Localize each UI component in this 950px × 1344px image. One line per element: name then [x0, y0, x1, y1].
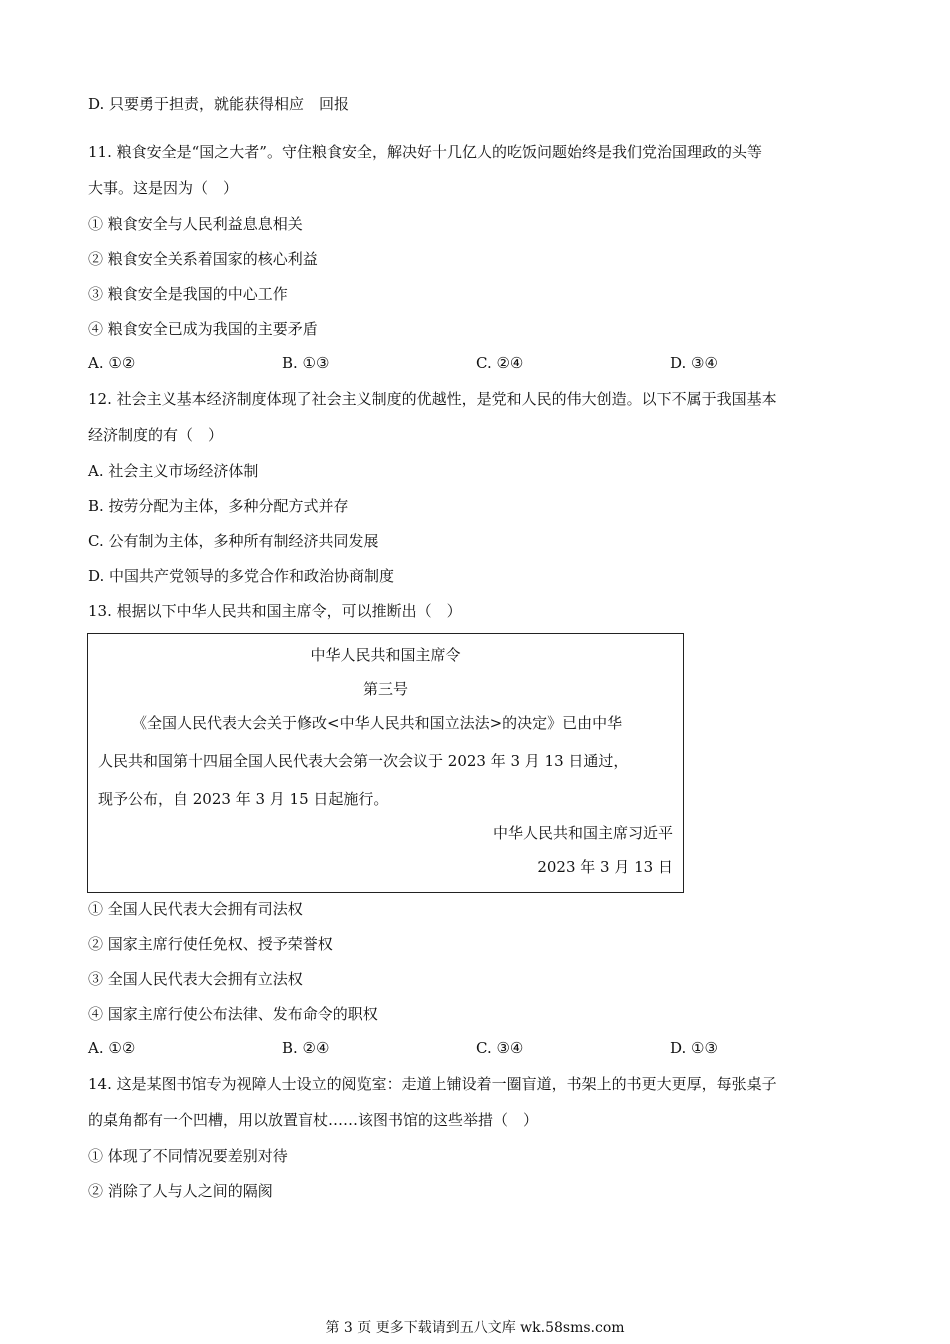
option-d: D. ③④	[670, 354, 718, 372]
question-13-item-2: ② 国家主席行使任免权、授予荣誉权	[88, 935, 333, 953]
decree-body-line-1: 《全国人民代表大会关于修改<中华人民共和国立法法>的决定》已由中华	[132, 714, 623, 732]
decree-title: 中华人民共和国主席令	[310, 646, 461, 664]
question-14-stem-cont: 的桌角都有一个凹槽，用以放置盲杖……该图书馆的这些举措（ ）	[88, 1111, 539, 1129]
decree-body-line-3: 现予公布，自 2023 年 3 月 15 日起施行。	[98, 790, 389, 808]
question-14-stem: 14. 这是某图书馆专为视障人士设立的阅览室：走道上铺设着一圈盲道，书架上的书更大更厚，每张桌子	[88, 1075, 777, 1093]
question-13-item-1: ① 全国人民代表大会拥有司法权	[88, 900, 303, 918]
presidential-decree-box	[87, 633, 684, 893]
question-11-item-4: ④ 粮食安全已成为我国的主要矛盾	[88, 320, 318, 338]
option-a: A. ①②	[88, 1039, 136, 1057]
question-10-option-d: D. 只要勇于担责，就能获得相应 回报	[88, 95, 350, 113]
question-12-stem: 12. 社会主义基本经济制度体现了社会主义制度的优越性，是党和人民的伟大创造。以下不属于我国基本	[88, 390, 777, 408]
question-12-option-c: C. 公有制为主体，多种所有制经济共同发展	[88, 532, 379, 550]
decree-number: 第三号	[362, 680, 408, 698]
question-11-item-3: ③ 粮食安全是我国的中心工作	[88, 285, 288, 303]
question-11-item-1: ① 粮食安全与人民利益息息相关	[88, 215, 303, 233]
question-14-item-2: ② 消除了人与人之间的隔阂	[88, 1182, 273, 1200]
option-c: C. ②④	[476, 354, 524, 372]
question-12-option-d: D. 中国共产党领导的多党合作和政治协商制度	[88, 567, 395, 585]
page-footer: 第 3 页 更多下载请到五八文库 wk.58sms.com	[325, 1320, 625, 1336]
question-11-stem: 11. 粮食安全是“国之大者”。守住粮食安全，解决好十几亿人的吃饭问题始终是我们党治国理政的头等	[88, 143, 762, 161]
decree-signer: 中华人民共和国主席习近平	[492, 824, 673, 842]
question-13-item-3: ③ 全国人民代表大会拥有立法权	[88, 970, 303, 988]
question-11-options	[88, 353, 848, 373]
decree-date: 2023 年 3 月 13 日	[537, 858, 673, 876]
question-11-item-2: ② 粮食安全关系着国家的核心利益	[88, 250, 318, 268]
question-14-item-1: ① 体现了不同情况要差别对待	[88, 1147, 288, 1165]
option-c: C. ③④	[476, 1039, 524, 1057]
question-13-stem: 13. 根据以下中华人民共和国主席令，可以推断出（ ）	[88, 602, 462, 620]
question-12-option-b: B. 按劳分配为主体，多种分配方式并存	[88, 497, 349, 515]
question-11-stem-cont: 大事。这是因为（ ）	[88, 179, 239, 197]
decree-body-line-2: 人民共和国第十四届全国人民代表大会第一次会议于 2023 年 3 月 13 日通过，	[98, 752, 629, 770]
option-b: B. ①③	[282, 354, 330, 372]
question-12-option-a: A. 社会主义市场经济体制	[88, 462, 259, 480]
question-13-item-4: ④ 国家主席行使公布法律、发布命令的职权	[88, 1005, 378, 1023]
option-d: D. ①③	[670, 1039, 718, 1057]
option-a: A. ①②	[88, 354, 136, 372]
option-b: B. ②④	[282, 1039, 330, 1057]
question-13-options	[88, 1038, 848, 1058]
question-12-stem-cont: 经济制度的有（ ）	[88, 426, 224, 444]
